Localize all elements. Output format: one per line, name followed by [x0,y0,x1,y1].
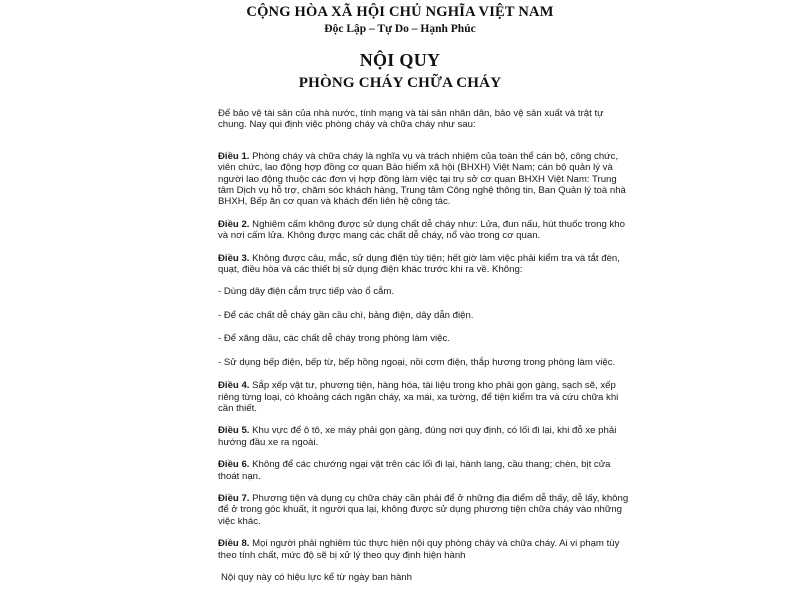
article-7 [218,493,632,527]
article-label: Điều 5. [218,425,250,437]
article-text: Phương tiện và dụng cụ chữa cháy cần phải để ở những địa điểm dễ thấy, dễ lấy, không để ở trong góc khuất, ít người qua lại, không được sử dụng phương tiện chữa cháy vào những việc khác. [218,492,629,527]
document-title: NỘI QUY [359,50,441,70]
article-label: Điều 1. [218,150,250,162]
article-text: Sắp xếp vật tư, phương tiện, hàng hóa, tài liệu trong kho phải gọn gàng, sạch sẽ, xếp riêng từng loại, có khoảng cách ngăn cháy, xa mái, xa tường, để tiện kiểm tra và cứu chữa khi cần thiết. [218,380,619,414]
article-1 [218,151,632,208]
article-3 [218,253,632,276]
article-label: Điều 3. [218,252,250,264]
intro-paragraph: Để bảo vệ tài sản của nhà nước, tính mạng và tài sản nhân dân, bảo vệ sản xuất và trật tự chung. Nay qui định việc phòng cháy và chữa cháy như sau: [218,108,604,131]
document-body [218,108,632,583]
bullet-item: - Sử dụng bếp điện, bếp từ, bếp hồng ngoại, nồi cơm điện, thắp hương trong phòng làm việc. [218,356,616,368]
article-label: Điều 8. [218,538,250,550]
article-text: Không được câu, mắc, sử dụng điện tùy tiện; hết giờ làm việc phải kiểm tra và tắt đèn, quạt, điều hòa và các thiết bị sử dụng điện khác trước khi ra về. Không: [218,252,620,276]
article-8 [218,538,632,561]
national-motto: Độc Lập – Tự Do – Hạnh Phúc [324,23,476,35]
article-5 [218,425,632,448]
article-label: Điều 7. [218,492,250,504]
article-label: Điều 4. [218,380,250,392]
bullet-item: - Để các chất dễ cháy gần cầu chì, bảng điện, dây dẫn điện. [218,309,474,321]
article-text: Khu vực để ô tô, xe máy phải gọn gàng, đúng nơi quy định, có lối đi lại, khi đỗ xe phải hướng đầu xe ra ngoài. [218,425,617,448]
document-subtitle: PHÒNG CHÁY CHỮA CHÁY [298,75,502,91]
article-text: Mọi người phải nghiêm túc thực hiện nội quy phòng cháy và chữa cháy. Ai vi phạm tùy theo tính chất, mức độ sẽ bị xử lý theo quy định hiện hành [218,538,620,561]
article-6 [218,459,632,482]
article-label: Điều 2. [218,218,250,230]
article-text: Nghiêm cấm không được sử dụng chất dễ cháy như: Lửa, đun nấu, hút thuốc trong kho và nơi cấm lửa. Không được mang các chất dễ cháy, nổ vào trong cơ quan. [218,218,625,242]
article-text: Phòng cháy và chữa cháy là nghĩa vụ và trách nhiệm của toàn thể cán bộ, công chức, viên chức, lao động hợp đồng cơ quan Bảo hiểm xã hội (BHXH) Việt Nam; cán bộ quản lý và người lao động thuộc các đơn vị hợp đồng làm việc tại trụ sở cơ quan BHXH Việt Nam: Trung tâm Dịch vụ hỗ trợ, chăm sóc khách hàng, Trung tâm Công nghệ thông tin, Ban Quản lý toà nhà BHXH, Bếp ăn cơ quan và khách đến liên hệ công tác. [218,150,626,208]
article-4 [218,380,632,414]
article-label: Điều 6. [218,459,250,471]
article-text: Không để các chướng ngại vật trên các lối đi lại, hành lang, cầu thang; chèn, bịt cửa thoát nạn. [218,459,611,482]
document-header [0,4,800,35]
title-block [0,50,800,92]
article-2 [218,219,632,242]
closing-statement: Nội quy này có hiệu lực kể từ ngày ban hành [221,571,412,583]
bullet-item: - Để xăng dầu, các chất dễ cháy trong phòng làm việc. [218,333,450,345]
bullet-item: - Dùng dây điện cắm trực tiếp vào ổ cắm. [218,286,394,298]
nation-heading: CỘNG HÒA XÃ HỘI CHỦ NGHĨA VIỆT NAM [246,4,554,20]
